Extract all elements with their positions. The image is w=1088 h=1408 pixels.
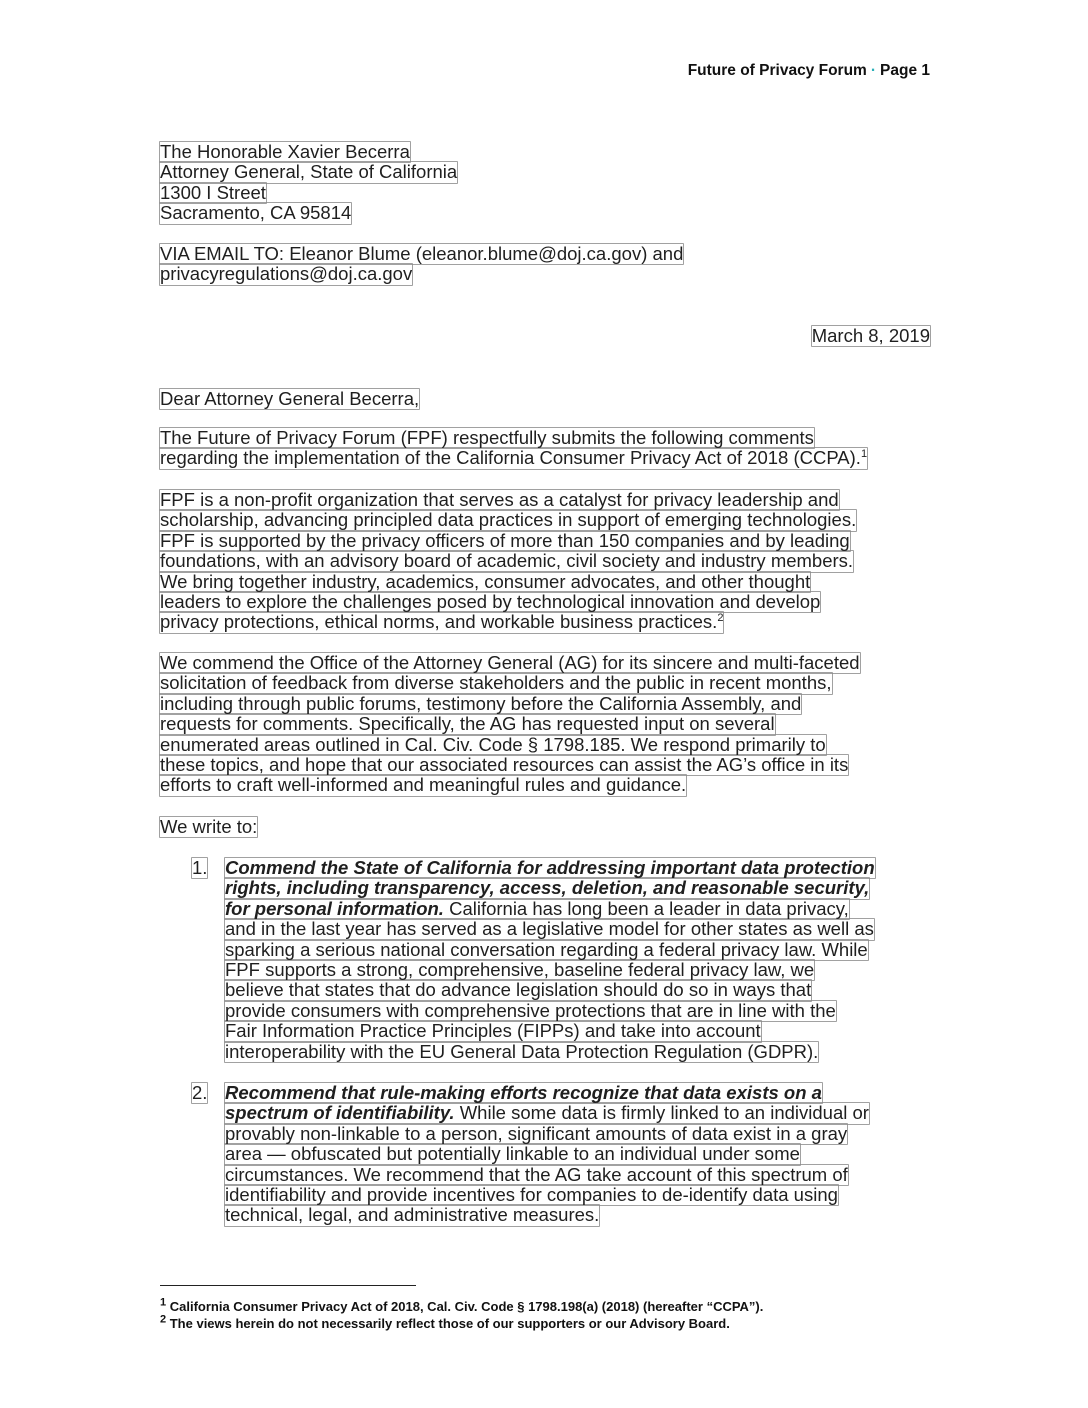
item-lead: Recommend that rule-making efforts recognize that data exists on a xyxy=(225,1082,822,1103)
item-text: circumstances. We recommend that the AG take account of this spectrum of xyxy=(225,1163,848,1185)
item-text: While some data is firmly linked to an individual or xyxy=(454,1102,869,1124)
paragraph-line: We bring together industry, academics, consumer advocates, and other thought xyxy=(160,570,811,592)
footnote-mark: 1 xyxy=(160,1296,167,1309)
via-email xyxy=(160,244,930,285)
footnote-mark: 2 xyxy=(160,1313,167,1326)
item-line xyxy=(225,878,869,898)
item-line xyxy=(225,980,811,1000)
item-line xyxy=(225,1124,847,1144)
we-write-line: We write to: xyxy=(160,816,258,837)
list-item-number: 1. xyxy=(192,857,208,878)
recipient-address xyxy=(160,142,930,224)
footnotes xyxy=(160,1298,763,1332)
paragraph-line: scholarship, advancing principled data practices in support of emerging technologies. xyxy=(160,509,857,531)
address-line: Attorney General, State of California xyxy=(160,161,458,183)
paragraph-line: efforts to craft well-informed and meaningful rules and guidance. xyxy=(160,774,687,796)
paragraph-line: FPF is supported by the privacy officers of more than 150 companies and by leading xyxy=(160,529,850,551)
item-line xyxy=(225,1001,836,1021)
via-line: VIA EMAIL TO: Eleanor Blume (eleanor.blume@doj.ca.gov) and xyxy=(160,243,684,264)
paragraph-line: The Future of Privacy Forum (FPF) respectfully submits the following comments xyxy=(160,427,814,448)
footnote xyxy=(160,1315,763,1332)
item-line xyxy=(225,858,875,878)
paragraph-line: including through public forums, testimony before the California Assembly, and xyxy=(160,692,802,714)
paragraph-line: requests for comments. Specifically, the AG has requested input on several xyxy=(160,713,775,735)
item-lead: for personal information. xyxy=(225,897,444,919)
item-line xyxy=(225,1144,800,1164)
paragraph-line: solicitation of feedback from diverse stakeholders and the public in recent months, xyxy=(160,672,832,694)
paragraph-text: regarding the implementation of the California Consumer Privacy Act of 2018 (CCPA). xyxy=(160,447,861,469)
address-line: The Honorable Xavier Becerra xyxy=(160,141,410,162)
paragraph-line: these topics, and hope that our associated resources can assist the AG’s office in its xyxy=(160,754,849,776)
item-lead: rights, including transparency, access, deletion, and reasonable security, xyxy=(225,877,870,899)
item-line xyxy=(225,960,814,980)
footnote xyxy=(160,1298,763,1315)
paragraph-line xyxy=(160,448,867,468)
page-header xyxy=(688,62,930,80)
header-separator: · xyxy=(870,62,877,79)
item-text: interoperability with the EU General Data Protection Regulation (GDPR). xyxy=(225,1040,819,1062)
item-line xyxy=(225,1042,818,1062)
paragraph-line: foundations, with an advisory board of academic, civil society and industry members. xyxy=(160,550,854,572)
item-text: provide consumers with comprehensive protections that are in line with the xyxy=(225,999,836,1021)
item-lead: Commend the State of California for addressing important data protection xyxy=(225,857,875,878)
item-text: area — obfuscated but potentially linkable to an individual under some xyxy=(225,1143,800,1165)
item-text: California has long been a leader in data privacy, xyxy=(443,897,849,919)
footnote-separator xyxy=(160,1285,416,1286)
paragraph-text: privacy protections, ethical norms, and workable business practices. xyxy=(160,611,718,633)
paragraph-line: enumerated areas outlined in Cal. Civ. Code § 1798.185. We respond primarily to xyxy=(160,733,826,755)
address-line: Sacramento, CA 95814 xyxy=(160,202,352,224)
paragraph-commend xyxy=(160,653,930,796)
list-item-number: 2. xyxy=(192,1082,208,1103)
item-line xyxy=(225,1165,848,1185)
paragraph-line: leaders to explore the challenges posed by technological innovation and develop xyxy=(160,591,821,613)
item-text: believe that states that do advance legislation should do so in ways that xyxy=(225,979,812,1001)
we-write-heading xyxy=(160,817,930,837)
salutation xyxy=(160,389,930,409)
item-line xyxy=(225,919,874,939)
header-page-number: Page 1 xyxy=(880,62,930,79)
item-line xyxy=(225,1021,761,1041)
item-text: provably non-linkable to a person, significant amounts of data exist in a gray xyxy=(225,1122,848,1144)
list-item-body xyxy=(225,1083,935,1226)
paragraph-intro xyxy=(160,428,930,469)
address-line: 1300 I Street xyxy=(160,181,266,203)
paragraph-line xyxy=(160,612,723,632)
salutation-line: Dear Attorney General Becerra, xyxy=(160,388,420,409)
footnote-text: California Consumer Privacy Act of 2018, Cal. Civ. Code § 1798.198(a) (2018) (hereafter “CCPA”). xyxy=(166,1299,764,1314)
item-line xyxy=(225,1083,822,1103)
item-text: Fair Information Practice Principles (FIPPs) and take into account xyxy=(225,1020,761,1042)
paragraph-line: FPF is a non-profit organization that serves as a catalyst for privacy leadership and xyxy=(160,489,839,510)
item-line xyxy=(225,1103,869,1123)
item-text: FPF supports a strong, comprehensive, baseline federal privacy law, we xyxy=(225,959,815,981)
list-item-body xyxy=(225,858,935,1062)
item-text: sparking a serious national conversation regarding a federal privacy law. While xyxy=(225,938,868,960)
footnote-ref: 1 xyxy=(860,448,868,461)
item-line xyxy=(225,940,868,960)
item-line xyxy=(225,899,849,919)
item-line xyxy=(225,1185,838,1205)
footnote-text: The views herein do not necessarily reflect those of our supporters or our Advisory Board. xyxy=(166,1316,730,1331)
letter-date: March 8, 2019 xyxy=(811,325,930,346)
item-lead: spectrum of identifiability. xyxy=(225,1102,455,1124)
item-line xyxy=(225,1205,599,1225)
footnote-ref: 2 xyxy=(717,612,724,625)
header-org: Future of Privacy Forum xyxy=(687,62,867,79)
paragraph-line: We commend the Office of the Attorney General (AG) for its sincere and multi-faceted xyxy=(160,652,860,673)
item-text: identifiability and provide incentives for companies to de-identify data using xyxy=(225,1184,838,1206)
item-text: and in the last year has served as a legislative model for other states as well as xyxy=(225,918,874,940)
via-line: privacyregulations@doj.ca.gov xyxy=(160,263,413,285)
item-text: technical, legal, and administrative measures. xyxy=(225,1204,600,1226)
paragraph-about-fpf xyxy=(160,490,930,633)
